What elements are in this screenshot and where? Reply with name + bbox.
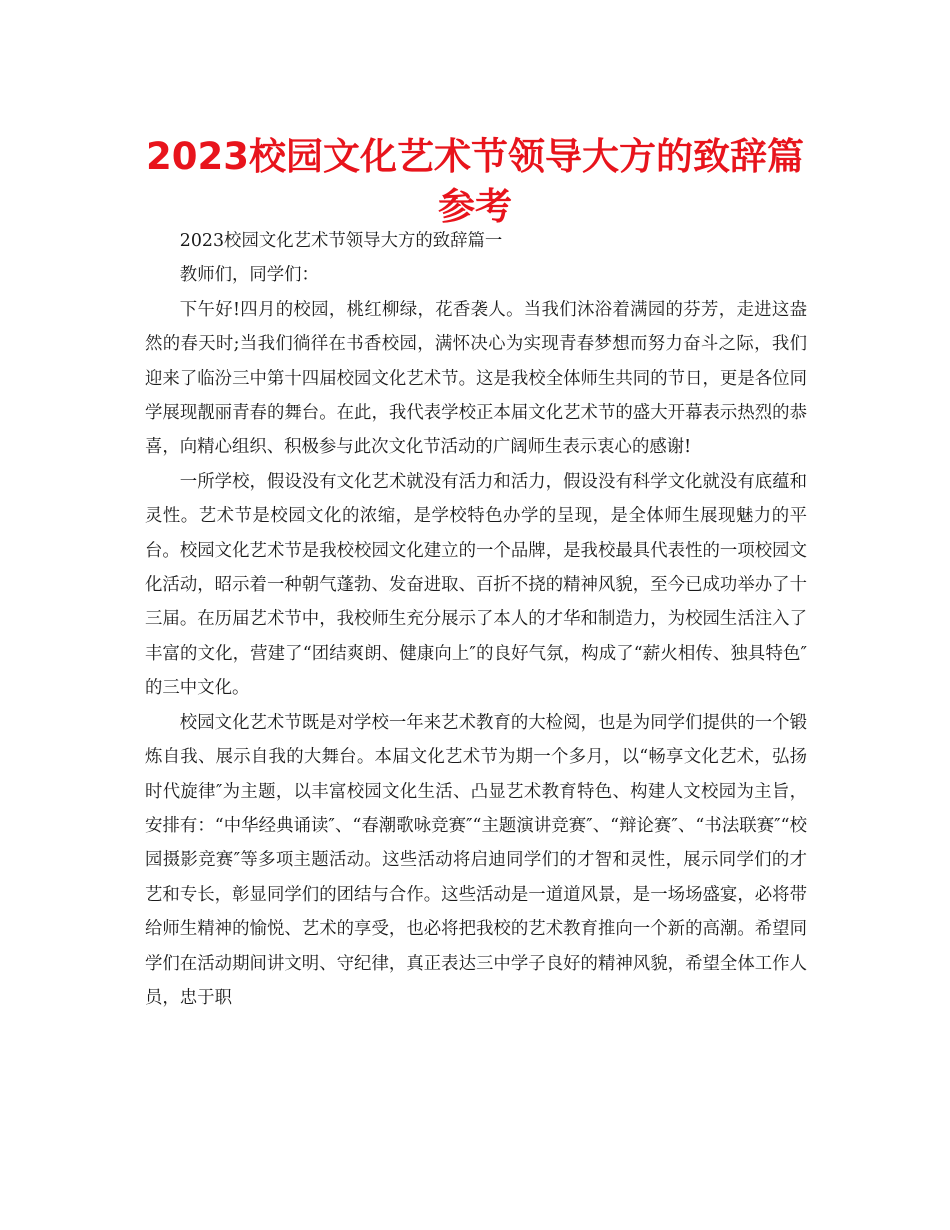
salutation-paragraph: 教师们，同学们： bbox=[179, 265, 319, 286]
body-paragraph: 校园文化艺术节既是对学校一年来艺术教育的大检阅，也是为同学们提供的一个锻炼自我、展示自我的大舞台。本届文化艺术节为期一个多月，以“畅享文化艺术，弘扬时代旋律″为主题，以丰富校园文化生活、凸显艺术教育特色、构建人文校园为主旨，安排有：“中华经典诵读″、“春潮歌咏竞赛″“主题演讲竞赛″、“辩论赛″、“书法联赛″“校园摄影竞赛″等多项主题活动。这些活动将启迪同学们的才智和灵性，展示同学们的才艺和专长，彰显同学们的团结与合作。这些活动是一道道风景，是一场场盛宴，必将带给师生精神的愉悦、艺术的享受，也必将把我校的艺术教育推向一个新的高潮。希望同学们在活动期间讲文明、守纪律，真正表达三中学子良好的精神风貌，希望全体工作人员，忠于职 bbox=[145, 712, 807, 1008]
body-paragraph: 一所学校，假设没有文化艺术就没有活力和活力，假设没有科学文化就没有底蕴和灵性。艺术节是校园文化的浓缩，是学校特色办学的呈现，是全体师生展现魅力的平台。校园文化艺术节是我校校园文化建立的一个品牌，是我校最具代表性的一项校园文化活动，昭示着一种朝气蓬勃、发奋进取、百折不挠的精神风貌，至今已成功举办了十三届。在历届艺术节中，我校师生充分展示了本人的才华和制造力，为校园生活注入了丰富的文化，营建了“团结爽朗、健康向上″的良好气氛，构成了“薪火相传、独具特色″的三中文化。 bbox=[145, 471, 807, 699]
document-body bbox=[145, 224, 807, 1015]
document-title: 2023校园文化艺术节领导大方的致辞篇参考 bbox=[146, 135, 804, 228]
body-paragraph: 下午好!四月的校园，桃红柳绿，花香袭人。当我们沐浴着满园的芬芳，走进这盎然的春天时;当我们徜徉在书香校园，满怀决心为实现青春梦想而努力奋斗之际，我们迎来了临汾三中第十四届校园文化艺术节。这是我校全体师生共同的节日，更是各位同学展现靓丽青春的舞台。在此，我代表学校正本届文化艺术节的盛大开幕表示热烈的恭喜，向精心组织、积极参与此次文化节活动的广阔师生表示衷心的感谢! bbox=[145, 299, 807, 458]
subtitle-paragraph: 2023校园文化艺术节领导大方的致辞篇一 bbox=[179, 231, 503, 251]
